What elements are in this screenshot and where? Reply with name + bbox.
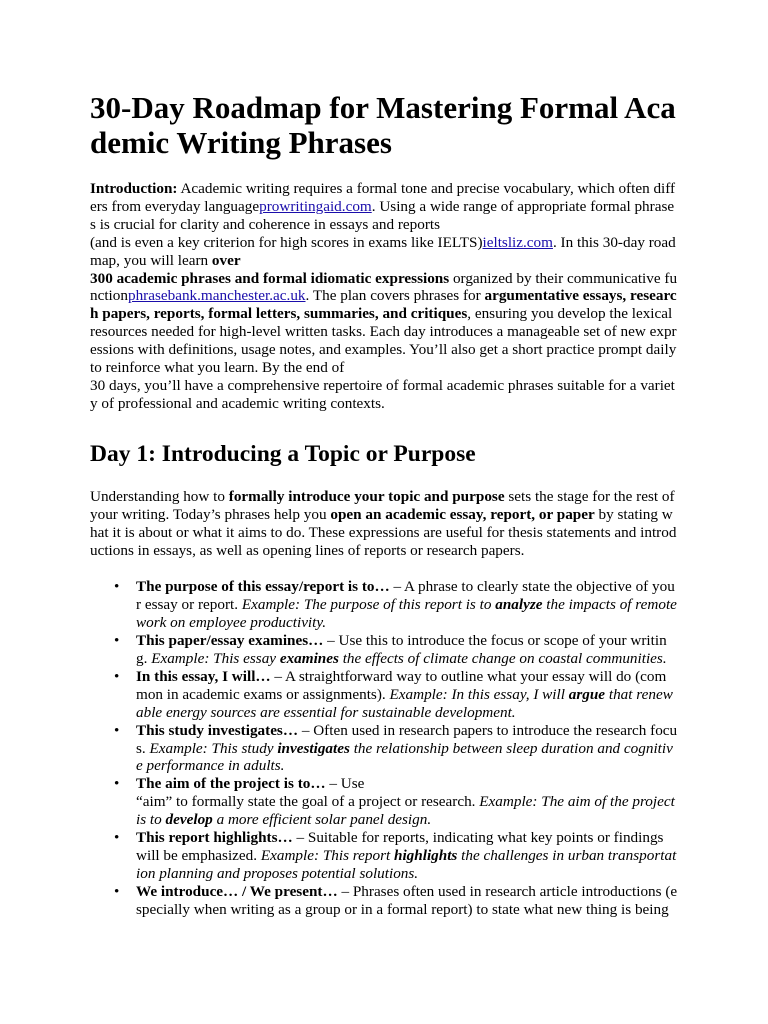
day1-paragraph: Understanding how to formally introduce your topic and purpose sets the stage for the rest of your writing. Today’s phrases help you open an academic essay, report, or paper by stating what it is about or what it aims to do. These expressions are useful for thesis statements and introductions in essays, as well as opening lines of reports or research papers. [90, 487, 677, 559]
document-title: 30-Day Roadmap for Mastering Formal Academic Writing Phrases [90, 90, 676, 160]
bullet: • [114, 721, 120, 739]
phrase-list [90, 578, 678, 918]
source-link-ieltsliz[interactable]: ieltsliz.com [482, 233, 553, 251]
phrase: This report highlights… [136, 829, 293, 847]
intro-label: Introduction: [90, 180, 178, 197]
bullet: • [114, 882, 120, 900]
phrase: This study investigates… [136, 721, 299, 739]
list-item: • This paper/essay examines… – Use this to introduce the focus or scope of your writing. Example: This essay examines the effects of climate change on coastal communities. [114, 632, 667, 668]
phrase: The aim of the project is to… [136, 775, 326, 793]
bullet: • [114, 775, 120, 793]
bullet: • [114, 829, 120, 847]
bullet: • [114, 578, 120, 596]
phrase: The purpose of this essay/report is to… [136, 578, 390, 596]
list-item: • This report highlights… – Suitable for reports, indicating what key points or findings will be emphasized. Example: This report highlights the challenges in urban transportation planning and proposes potential solutions. [114, 829, 677, 882]
list-item: • In this essay, I will… – A straightforward way to outline what your essay will do (common in academic exams or assignments). Example: In this essay, I will argue that renewable energy sources are essential for sustainable development. [114, 667, 673, 721]
intro-paragraph: Introduction: Academic writing requires a formal tone and precise vocabulary, which often differs from everyday languageprowritingaid.com. Using a wide range of appropriate formal phrases is crucial for clarity and coherence in essays and reports (and is even a key criterion for high scores in exams like IELTS)ieltsliz.com. In this 30-day roadmap, you will learn over 300 academic phrases and formal idiomatic expressions organized by their communicative functionphrasebank.manchester.ac.uk. The plan covers phrases for argumentative essays, research papers, reports, formal letters, summaries, and critiques, ensuring you develop the lexical resources needed for high-level written tasks. Each day introduces a manageable set of new expressions with definitions, usage notes, and examples. You’ll also get a short practice prompt daily to reinforce what you learn. By the end of 30 days, you’ll have a comprehensive repertoire of formal academic phrases suitable for a variety of professional and academic writing contexts. [90, 180, 678, 412]
list-item: • This study investigates… – Often used in research papers to introduce the research focus. Example: This study investigates the relationship between sleep duration and cognitive performance in adults. [114, 721, 678, 775]
day1-heading: Day 1: Introducing a Topic or Purpose [90, 440, 476, 467]
bullet: • [114, 632, 120, 650]
document-body [90, 90, 678, 919]
list-item: • The aim of the project is to… – Use “aim” to formally state the goal of a project or research. Example: The aim of the project is to develop a more efficient solar panel design. [114, 775, 675, 829]
list-item: • The purpose of this essay/report is to… – A phrase to clearly state the objective of your essay or report. Example: The purpose of this report is to analyze the impacts of remote work on employee productivity. [114, 578, 677, 632]
phrase: In this essay, I will… [136, 667, 271, 685]
phrase: This paper/essay examines… [136, 632, 324, 650]
source-link-phrasebank[interactable]: phrasebank.manchester.ac.uk [127, 287, 306, 305]
phrase: We introduce… / We present… [136, 882, 338, 900]
bullet: • [114, 667, 120, 685]
source-link-prowritingaid[interactable]: prowritingaid.com [259, 197, 372, 215]
list-item: • We introduce… / We present… – Phrases often used in research article introductions (especially when writing as a group or in a formal report) to state what new thing is being [114, 882, 678, 918]
